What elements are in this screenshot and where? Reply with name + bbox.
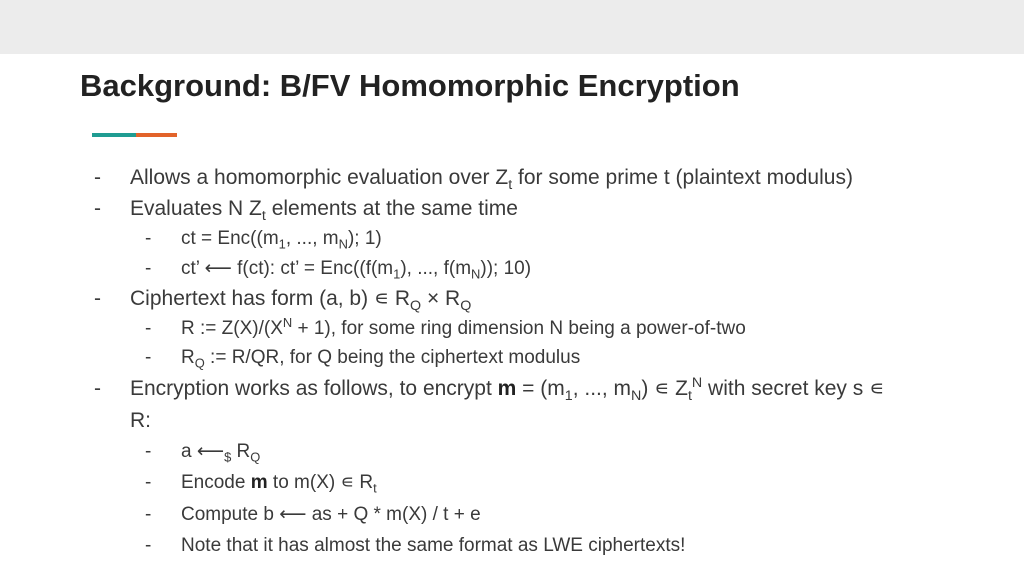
bullet-dash: - [94,197,101,220]
bullet-ciphertext-form [94,287,472,314]
subbullet-sample-a [145,441,261,465]
subbullet-ct-enc [145,228,382,252]
slide-title: Background: B/FV Homomorphic Encryption [80,68,740,103]
subscript: Q [250,449,261,465]
bullet-dash: - [145,347,152,368]
bullet-text: × R [421,287,461,310]
bullet-dash: - [94,287,101,310]
bullet-text: R [231,441,251,462]
subbullet-ring-def [145,314,746,339]
subbullet-compute-b [145,504,481,525]
subscript: Q [460,297,472,314]
subscript: $ [224,449,232,465]
subscript: N [471,266,481,282]
subscript: t [687,387,692,404]
bold-vector-m: m [497,377,517,400]
bullet-simd [94,197,518,224]
subscript: t [373,480,377,496]
bullet-text: to m(X) ∊ R [267,472,374,493]
subscript: Q [194,355,205,371]
bullet-text: R := Z(X)/(X [181,318,283,339]
bullet-dash: - [94,377,101,400]
superscript: N [691,375,703,392]
bullet-text: ); 1) [347,228,382,249]
bullet-text: + 1), for some ring dimension N being a power-of-two [292,318,746,339]
bullet-text: )); 10) [480,258,532,279]
subbullet-lwe-note [145,535,686,556]
bullet-text: = (m [516,377,565,400]
bullet-text: with secret key s ∊ [702,377,885,400]
bullet-text: , ..., m [572,377,632,400]
bullet-text: for some prime t (plaintext modulus) [512,166,853,189]
subscript: N [338,236,348,252]
bullet-text: Encode [181,472,251,493]
bullet-text: R: [130,409,151,432]
subbullet-encode [145,472,377,496]
bullet-text: elements at the same time [265,197,518,220]
bullet-dash: - [145,258,152,279]
bullet-text: R [181,347,195,368]
bullet-encryption-continuation [130,410,151,431]
bullet-dash: - [145,504,152,525]
bullet-encryption [94,375,885,404]
subscript: t [508,176,513,193]
subscript: Q [410,297,422,314]
bullet-dash: - [145,472,152,493]
subscript: 1 [393,266,401,282]
subscript: 1 [278,236,286,252]
subscript: t [261,207,266,224]
bullet-text: Compute b ⟵ as + Q * m(X) / t + e [181,504,481,525]
superscript: N [282,314,293,330]
bullet-text: Evaluates N Z [130,197,262,220]
bullet-text: a ⟵ [181,441,225,462]
bullet-text: , ..., m [285,228,339,249]
subscript: 1 [564,387,573,404]
bullet-text: ct’ ⟵ f(ct): ct’ = Enc((f(m [181,258,394,279]
subbullet-rq-def [145,347,581,371]
bullet-dash: - [145,535,152,556]
bullet-text: Encryption works as follows, to encrypt [130,377,498,400]
bullet-dash: - [145,318,152,339]
bullet-text: ) ∊ Z [641,377,688,400]
bullet-plaintext-space [94,166,853,193]
bullet-dash: - [145,441,152,462]
bullet-dash: - [145,228,152,249]
bullet-text: Allows a homomorphic evaluation over Z [130,166,509,189]
bullet-text: ), ..., f(m [400,258,472,279]
bold-vector-m: m [250,472,268,493]
subbullet-ct-eval [145,258,532,282]
bullet-dash: - [94,166,101,189]
bullet-text: := R/QR, for Q being the ciphertext modulus [204,347,581,368]
bullet-text: Note that it has almost the same format as LWE ciphertexts! [181,535,686,556]
subscript: N [631,387,642,404]
bullet-text: Ciphertext has form (a, b) ∊ R [130,287,410,310]
bullet-text: ct = Enc((m [181,228,279,249]
